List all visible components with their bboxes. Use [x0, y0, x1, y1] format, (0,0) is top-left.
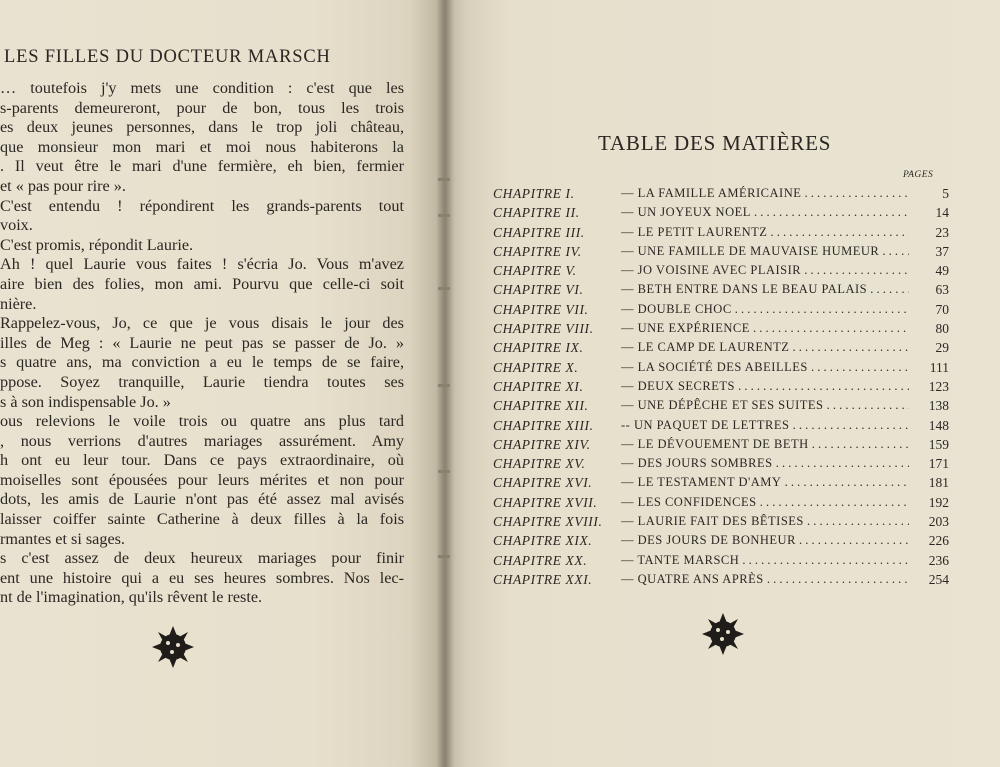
binding-stitch: [438, 384, 450, 387]
text-line: s à son indispensable Jo. »: [0, 392, 171, 411]
toc-chapter-title: — LA FAMILLE AMÉRICAINE . . .: [621, 184, 909, 203]
toc-chapter-title: — UN JOYEUX NOEL . . .: [621, 203, 909, 222]
toc-chapter-title: — DEUX SECRETS . . .: [621, 377, 909, 396]
toc-chapter-number: CHAPITRE IV.: [493, 243, 582, 259]
toc-chapter-number: CHAPITRE VII.: [493, 301, 589, 317]
toc-chapter-number: CHAPITRE XIV.: [493, 436, 591, 452]
binding-stitch: [438, 178, 450, 181]
toc-chapter-title: — UNE FAMILLE DE MAUVAISE HUMEUR . . .: [621, 242, 909, 261]
toc-page-number: 29: [935, 340, 949, 356]
text-line: C'est entendu ! répondirent les grands-parents tout: [0, 196, 404, 215]
toc-chapter-title: — DOUBLE CHOC . . .: [621, 300, 909, 319]
ornament-icon: [150, 624, 196, 670]
text-line: … toutefois j'y mets une condition : c'est que les: [0, 79, 404, 97]
toc-chapter-number: CHAPITRE XXI.: [493, 571, 593, 587]
toc-page-number: 49: [935, 263, 949, 279]
toc-chapter-number: CHAPITRE I.: [493, 186, 575, 201]
text-line: Ah ! quel Laurie vous faites ! s'écria Jo. Vous m'avez: [0, 255, 404, 274]
text-line: nt de l'imagination, qu'ils rêvent le reste.: [0, 588, 263, 607]
toc-row: [493, 454, 949, 473]
toc-chapter-title: — TANTE MARSCH . . .: [621, 551, 909, 570]
toc-row: [493, 261, 949, 280]
text-line: s quatre ans, ma conviction a eu le temps de se faire,: [0, 353, 404, 372]
toc-row: [493, 203, 949, 222]
toc-row: [493, 338, 949, 357]
toc-chapter-number: CHAPITRE VIII.: [493, 321, 594, 337]
toc-row: [493, 493, 949, 512]
ornament-icon: [700, 611, 746, 657]
toc-chapter-title: — BETH ENTRE DANS LE BEAU PALAIS . . .: [621, 280, 909, 299]
toc-row: [493, 570, 949, 589]
toc-chapter-number: CHAPITRE XVIII.: [493, 514, 603, 530]
text-line: aire bien des folies, mon ami. Pourvu que celle-ci soit: [0, 274, 404, 293]
toc-page-number: 138: [928, 398, 949, 414]
toc-row: [493, 223, 949, 242]
toc-row: [493, 396, 949, 415]
binding-stitch: [438, 470, 450, 473]
text-line: Rappelez-vous, Jo, ce que je vous disais le jour des: [0, 314, 404, 333]
toc-chapter-title: — LE DÉVOUEMENT DE BETH . . .: [621, 435, 909, 454]
text-line: nière.: [0, 294, 37, 313]
binding-stitch: [438, 214, 450, 217]
toc-chapter-title: — LE CAMP DE LAURENTZ . . .: [621, 338, 909, 357]
binding-stitch: [438, 287, 450, 290]
toc-chapter-number: CHAPITRE IX.: [493, 340, 584, 356]
toc-chapter-number: CHAPITRE XIII.: [493, 417, 594, 433]
toc-page-number: 111: [929, 359, 949, 375]
text-line: . Il veut être le mari d'une fermière, eh bien, fermier: [0, 157, 404, 176]
toc-row: [493, 435, 949, 454]
toc-chapter-title: — LA SOCIÉTÉ DES ABEILLES . . .: [621, 358, 909, 377]
toc-chapter-title: — LES CONFIDENCES . . .: [621, 493, 909, 512]
toc-row: [493, 184, 949, 203]
toc-row: [493, 531, 949, 550]
toc-row: [493, 242, 949, 261]
toc-row: [493, 319, 949, 338]
page-title: TABLE DES MATIÈRES: [598, 131, 832, 155]
toc-page-number: 192: [928, 494, 949, 510]
toc-chapter-title: — LE TESTAMENT D'AMY . . .: [621, 473, 909, 492]
toc-chapter-number: CHAPITRE XIX.: [493, 533, 593, 549]
toc-chapter-title: — UNE DÉPÊCHE ET SES SUITES . . .: [621, 396, 909, 415]
text-line: s c'est assez de deux heureux mariages pour finir: [0, 549, 404, 568]
toc-chapter-title: — DES JOURS DE BONHEUR . . .: [621, 531, 909, 550]
text-line: , nous verrions d'autres mariages assurément. Amy: [0, 431, 404, 450]
toc-page-number: 23: [935, 224, 949, 240]
text-line: laisser coiffer sainte Catherine à deux filles à la fois: [0, 510, 404, 529]
text-line: voix.: [0, 216, 33, 235]
text-line: ous relevions le voile trois ou quatre ans plus tard: [0, 412, 404, 431]
toc-page-number: 148: [928, 417, 949, 433]
toc-row: [493, 280, 949, 299]
binding-stitch: [438, 555, 450, 558]
left-page: [0, 0, 444, 767]
toc-row: [493, 512, 949, 531]
toc-page-number: 159: [928, 436, 949, 452]
toc-page-number: 123: [928, 378, 949, 394]
toc-row: [493, 416, 949, 435]
toc-page-number: 70: [935, 301, 949, 317]
text-line: C'est promis, répondit Laurie.: [0, 235, 194, 254]
toc-chapter-number: CHAPITRE XII.: [493, 398, 589, 414]
toc-chapter-number: CHAPITRE VI.: [493, 282, 584, 298]
toc-page-number: 80: [935, 321, 949, 337]
text-line: illes de Meg : « Laurie ne peut pas se passer de Jo. »: [0, 333, 404, 352]
text-line: h ont eu leur tour. Dans ce pays extraordinaire, où: [0, 451, 404, 470]
toc-page-number: 63: [935, 282, 949, 298]
toc-chapter-number: CHAPITRE III.: [493, 224, 585, 240]
toc-chapter-title: — JO VOISINE AVEC PLAISIR . . .: [621, 261, 909, 280]
toc-row: [493, 473, 949, 492]
toc-row: [493, 358, 949, 377]
pages-column-label: PAGES: [903, 170, 934, 180]
toc-page-number: 5: [942, 186, 949, 201]
toc-row: [493, 300, 949, 319]
toc-chapter-title: -- UN PAQUET DE LETTRES . . .: [621, 416, 909, 435]
toc-chapter-number: CHAPITRE XVII.: [493, 494, 598, 510]
toc-page-number: 181: [928, 475, 949, 491]
toc-row: [493, 377, 949, 396]
toc-chapter-number: CHAPITRE V.: [493, 263, 577, 279]
toc-chapter-number: CHAPITRE XI.: [493, 378, 584, 394]
table-of-contents: [493, 184, 949, 589]
text-line: que monsieur mon mari et moi nous habiterons la: [0, 137, 404, 156]
toc-row: [493, 551, 949, 570]
toc-page-number: 226: [928, 533, 949, 549]
toc-chapter-number: CHAPITRE X.: [493, 359, 579, 375]
toc-chapter-title: — LE PETIT LAURENTZ . . .: [621, 223, 909, 242]
toc-chapter-title: — DES JOURS SOMBRES . . .: [621, 454, 909, 473]
left-page-text: [0, 79, 404, 608]
toc-page-number: 203: [928, 514, 949, 530]
running-head: LES FILLES DU DOCTEUR MARSCH: [4, 47, 331, 67]
text-line: rmantes et si sages.: [0, 529, 125, 548]
text-line: s-parents demeureront, pour de bon, tous les trois: [0, 98, 404, 117]
toc-page-number: 236: [928, 552, 949, 568]
toc-page-number: 254: [928, 571, 949, 587]
toc-page-number: 37: [935, 243, 949, 259]
toc-chapter-number: CHAPITRE XX.: [493, 552, 588, 568]
toc-chapter-number: CHAPITRE XV.: [493, 456, 586, 472]
toc-chapter-title: — UNE EXPÉRIENCE . . .: [621, 319, 909, 338]
toc-chapter-title: — LAURIE FAIT DES BÊTISES . . .: [621, 512, 909, 531]
text-line: dots, les amis de Laurie n'ont pas été assez mal avisés: [0, 490, 404, 509]
toc-chapter-number: CHAPITRE II.: [493, 205, 580, 221]
text-line: ent une histoire qui a eu ses heures sombres. Nos lec-: [0, 568, 404, 587]
toc-chapter-number: CHAPITRE XVI.: [493, 475, 593, 491]
toc-chapter-title: — QUATRE ANS APRÈS . . .: [621, 570, 909, 589]
text-line: es deux jeunes personnes, dans le trop joli château,: [0, 118, 404, 137]
text-line: et « pas pour rire ».: [0, 176, 126, 195]
text-line: moiselles sont épousées pour leurs mérites et non pour: [0, 470, 404, 489]
text-line: ppose. Soyez tranquille, Laurie tiendra toutes ses: [0, 372, 404, 391]
toc-page-number: 14: [935, 205, 949, 221]
toc-page-number: 171: [928, 456, 949, 472]
